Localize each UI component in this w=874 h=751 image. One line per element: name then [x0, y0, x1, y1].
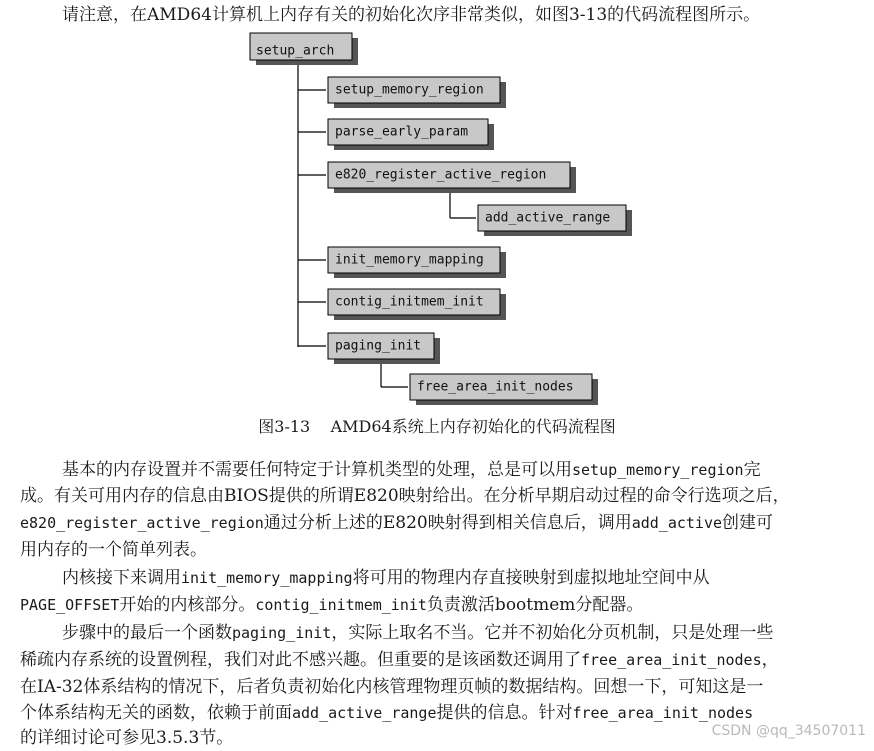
text-run: 提供的信息。针对: [436, 703, 573, 723]
csdn-watermark: CSDN @qq_34507011: [711, 723, 866, 739]
para1-line2: 成。有关可用内存的信息由BIOS提供的所谓E820映射给出。在分析早期启动过程的命令行选项之后，: [20, 486, 790, 506]
node-label: paging_init: [335, 338, 422, 354]
text-run: 内核接下来调用: [62, 568, 181, 588]
para2-line1: [62, 565, 860, 591]
para3-line2: [20, 647, 860, 673]
node-init-memory-mapping: [328, 247, 506, 278]
code-setup-memory-region: setup_memory_region: [572, 461, 744, 479]
code-init-memory-mapping: init_memory_mapping: [181, 569, 353, 587]
code-add-active: add_active: [631, 514, 723, 532]
text-run: 基本的内存设置并不需要任何特定于计算机类型的处理，总是可以用: [62, 460, 572, 480]
node-parse-early-param: [328, 119, 494, 150]
text-run: 稀疏内存系统的设置例程，我们对此不感兴趣。但重要的是该函数还调用了: [20, 650, 581, 670]
node-label: parse_early_param: [335, 124, 469, 140]
text-run: 完: [743, 460, 761, 480]
text-run: 创建可: [722, 513, 774, 533]
para1-line1: [62, 457, 860, 483]
node-label: add_active_range: [485, 210, 611, 226]
node-label: setup_memory_region: [335, 82, 484, 98]
intro-text: 请注意，在AMD64计算机上内存有关的初始化次序非常类似，如图3-13的代码流程图所示。: [62, 5, 761, 25]
text-run: 开始的内核部分。: [119, 595, 256, 615]
para1-line4: 用内存的一个简单列表。: [20, 540, 207, 560]
node-label: free_area_init_nodes: [417, 379, 574, 395]
node-free-area-init-nodes: [410, 374, 598, 405]
code-page-offset: PAGE_OFFSET: [20, 596, 120, 614]
node-label: contig_initmem_init: [335, 294, 484, 310]
figure-title: AMD64系统上内存初始化的代码流程图: [330, 417, 616, 436]
node-add-active-range: [478, 205, 632, 236]
node-setup-memory-region: [328, 77, 506, 108]
figure-number: 图3-13: [258, 417, 311, 436]
text-run: 将可用的物理内存直接映射到虚拟地址空间中从: [352, 568, 710, 588]
node-label: e820_register_active_region: [335, 167, 547, 183]
text-run: 通过分析上述的E820映射得到相关信息后，调用: [263, 513, 632, 533]
text-run: ，: [761, 650, 779, 670]
text-run: 步骤中的最后一个函数: [62, 623, 232, 643]
code-free-area-init-nodes: free_area_init_nodes: [572, 704, 754, 722]
node-label: init_memory_mapping: [335, 252, 484, 268]
node-contig-initmem-init: [328, 289, 506, 320]
para3-line1: [62, 620, 860, 646]
text-run: ，实际上取名不当。它并不初始化分页机制，只是处理一些: [331, 623, 774, 643]
para1-line3: [20, 510, 860, 536]
para3-line5: 的详细讨论可参见3.5.3节。: [20, 728, 234, 748]
para2-line2: [20, 592, 860, 618]
code-add-active-range: add_active_range: [292, 704, 437, 722]
para3-line3: 在IA-32体系结构的情况下，后者负责初始化内核管理物理页帧的数据结构。回想一下，可知这是一: [20, 677, 764, 697]
code-contig-initmem-init: contig_initmem_init: [255, 596, 427, 614]
text-run: 个体系结构无关的函数，依赖于前面: [20, 703, 292, 723]
node-setup-arch: [250, 33, 358, 65]
code-paging-init: paging_init: [232, 624, 332, 642]
figure-caption: [0, 414, 874, 440]
code-e820-register: e820_register_active_region: [20, 514, 264, 532]
code-free-area-init-nodes: free_area_init_nodes: [581, 651, 762, 669]
node-label: setup_arch: [256, 43, 335, 59]
node-paging-init: [328, 333, 440, 364]
text-run: 负责激活bootmem分配器。: [426, 595, 644, 615]
node-e820-register-active-region: [328, 162, 576, 193]
